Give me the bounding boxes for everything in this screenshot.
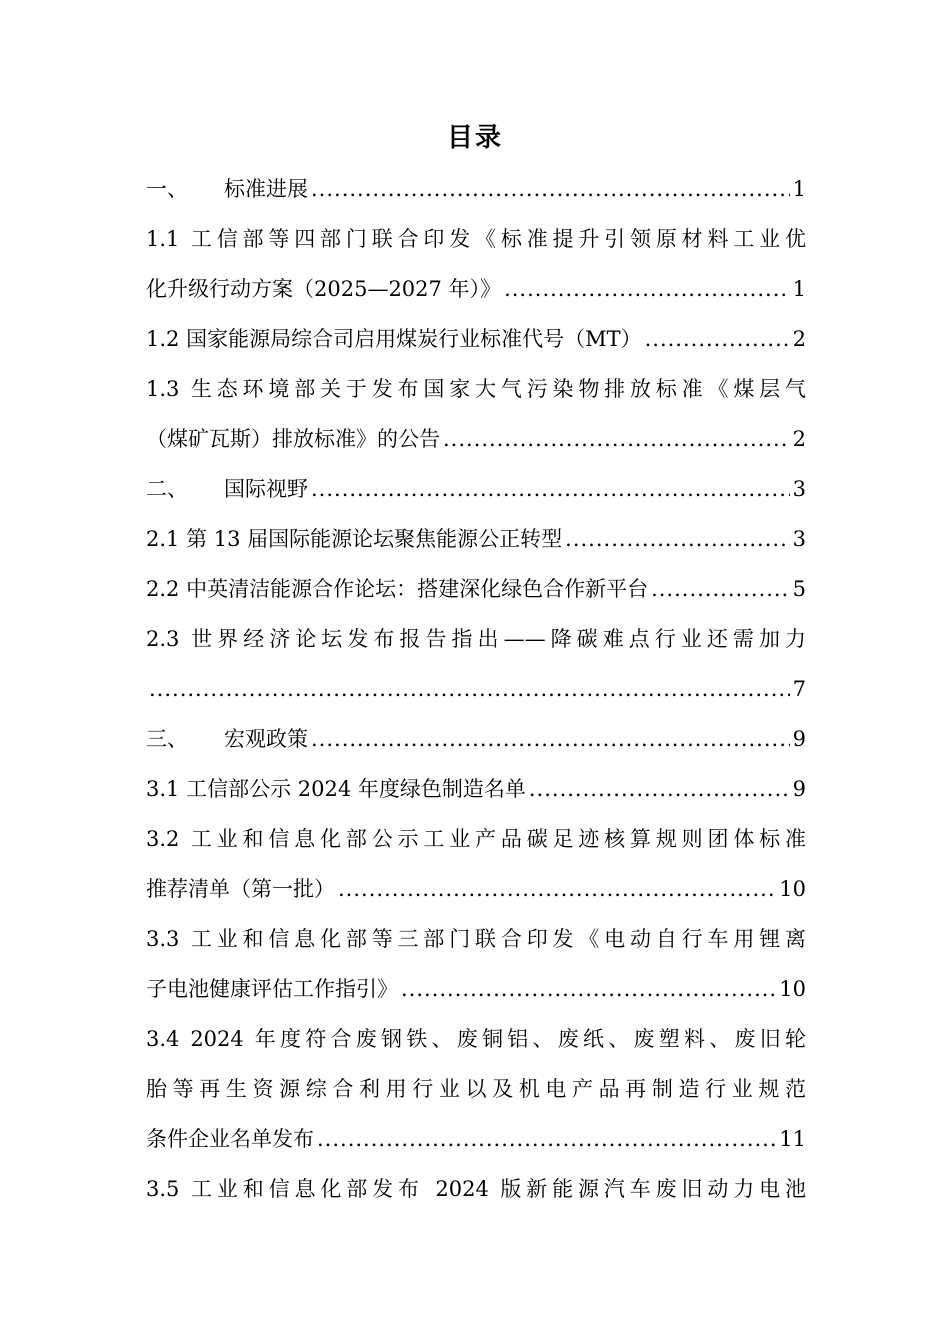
toc-page-number: 10 — [779, 877, 806, 901]
dot-leader — [401, 964, 776, 1014]
toc-entry-1-3-cont[interactable] — [146, 414, 806, 464]
toc-section-number: 一、 — [146, 177, 188, 201]
toc-entry-3-1[interactable] — [146, 764, 806, 814]
toc-page-number: 2 — [792, 427, 806, 451]
toc-page-number: 10 — [779, 977, 806, 1001]
toc-entry-3-4-cont[interactable]: 胎等再生资源综合利用行业以及机电产品再制造行业规范 — [146, 1077, 806, 1101]
dot-leader — [338, 864, 776, 914]
toc-entry-3-2-cont[interactable] — [146, 864, 806, 914]
dot-leader — [565, 514, 789, 564]
toc-entry-3-3[interactable]: 3.3 工业和信息化部等三部门联合印发《电动自行车用锂离 — [146, 927, 806, 951]
toc-entry-3-5[interactable]: 3.5 工业和信息化部发布 2024 版新能源汽车废旧动力电池 — [146, 1177, 806, 1201]
toc-page-number: 11 — [779, 1127, 806, 1151]
dot-leader — [317, 1114, 776, 1164]
toc-section-number: 二、 — [146, 477, 188, 501]
toc-section-international[interactable] — [146, 464, 806, 514]
dot-leader — [149, 664, 790, 714]
toc-entry-3-2[interactable]: 3.2 工业和信息化部公示工业产品碳足迹核算规则团体标准 — [146, 827, 806, 851]
toc-entry-label: 子电池健康评估工作指引》 — [146, 977, 398, 1001]
toc-page-number: 9 — [792, 777, 806, 801]
toc-section-macro-policy[interactable] — [146, 714, 806, 764]
dot-leader — [443, 414, 790, 464]
toc-entry-label: 条件企业名单发布 — [146, 1127, 314, 1151]
dot-leader — [529, 764, 790, 814]
toc-entry-label: （煤矿瓦斯）排放标准》的公告 — [146, 427, 440, 451]
toc-entry-1-3[interactable]: 1.3 生态环境部关于发布国家大气污染物排放标准《煤层气 — [146, 377, 806, 401]
dot-leader — [311, 464, 790, 514]
toc-entry-1-2[interactable] — [146, 314, 806, 364]
toc-entry-2-3-cont[interactable] — [146, 664, 806, 714]
toc-entry-3-4[interactable]: 3.4 2024 年度符合废钢铁、废铜铝、废纸、废塑料、废旧轮 — [146, 1027, 806, 1051]
toc-section-number: 三、 — [146, 727, 188, 751]
toc-entry-label: 标准进展 — [224, 177, 308, 201]
toc-page-number: 5 — [792, 577, 806, 601]
toc-entry-1-1[interactable]: 1.1 工信部等四部门联合印发《标准提升引领原材料工业优 — [146, 227, 806, 251]
toc-entry-3-4-end[interactable] — [146, 1114, 806, 1164]
toc-page-number: 2 — [792, 327, 806, 351]
toc-page-number: 7 — [792, 677, 806, 701]
toc-entry-3-3-cont[interactable] — [146, 964, 806, 1014]
toc-entry-2-3[interactable]: 2.3 世界经济论坛发布报告指出——降碳难点行业还需加力 — [146, 627, 806, 651]
toc-entry-label: 推荐清单（第一批） — [146, 877, 335, 901]
toc-entry-label: 3.1 工信部公示 2024 年度绿色制造名单 — [146, 777, 526, 801]
toc-entry-label: 宏观政策 — [224, 727, 308, 751]
dot-leader — [311, 164, 790, 214]
dot-leader — [311, 714, 790, 764]
toc-entry-label: 2.2 中英清洁能源合作论坛：搭建深化绿色合作新平台 — [146, 577, 649, 601]
dot-leader — [645, 314, 790, 364]
toc-page-number: 3 — [792, 527, 806, 551]
toc-page-number: 1 — [792, 177, 806, 201]
dot-leader — [651, 564, 790, 614]
dot-leader — [504, 264, 790, 314]
toc-entry-label: 2.1 第 13 届国际能源论坛聚焦能源公正转型 — [146, 527, 563, 551]
toc-section-standards[interactable] — [146, 164, 806, 214]
toc-entry-label: 1.2 国家能源局综合司启用煤炭行业标准代号（MT） — [146, 327, 642, 351]
toc-page-number: 9 — [792, 727, 806, 751]
toc-page-number: 3 — [792, 477, 806, 501]
page-title: 目录 — [446, 123, 503, 153]
toc-entry-label: 化升级行动方案（2025—2027 年）》 — [146, 277, 502, 301]
toc-entry-1-1-cont[interactable] — [146, 264, 806, 314]
toc-entry-2-1[interactable] — [146, 514, 806, 564]
toc-entry-2-2[interactable] — [146, 564, 806, 614]
toc-page-number: 1 — [792, 277, 806, 301]
toc-entry-label: 国际视野 — [224, 477, 308, 501]
